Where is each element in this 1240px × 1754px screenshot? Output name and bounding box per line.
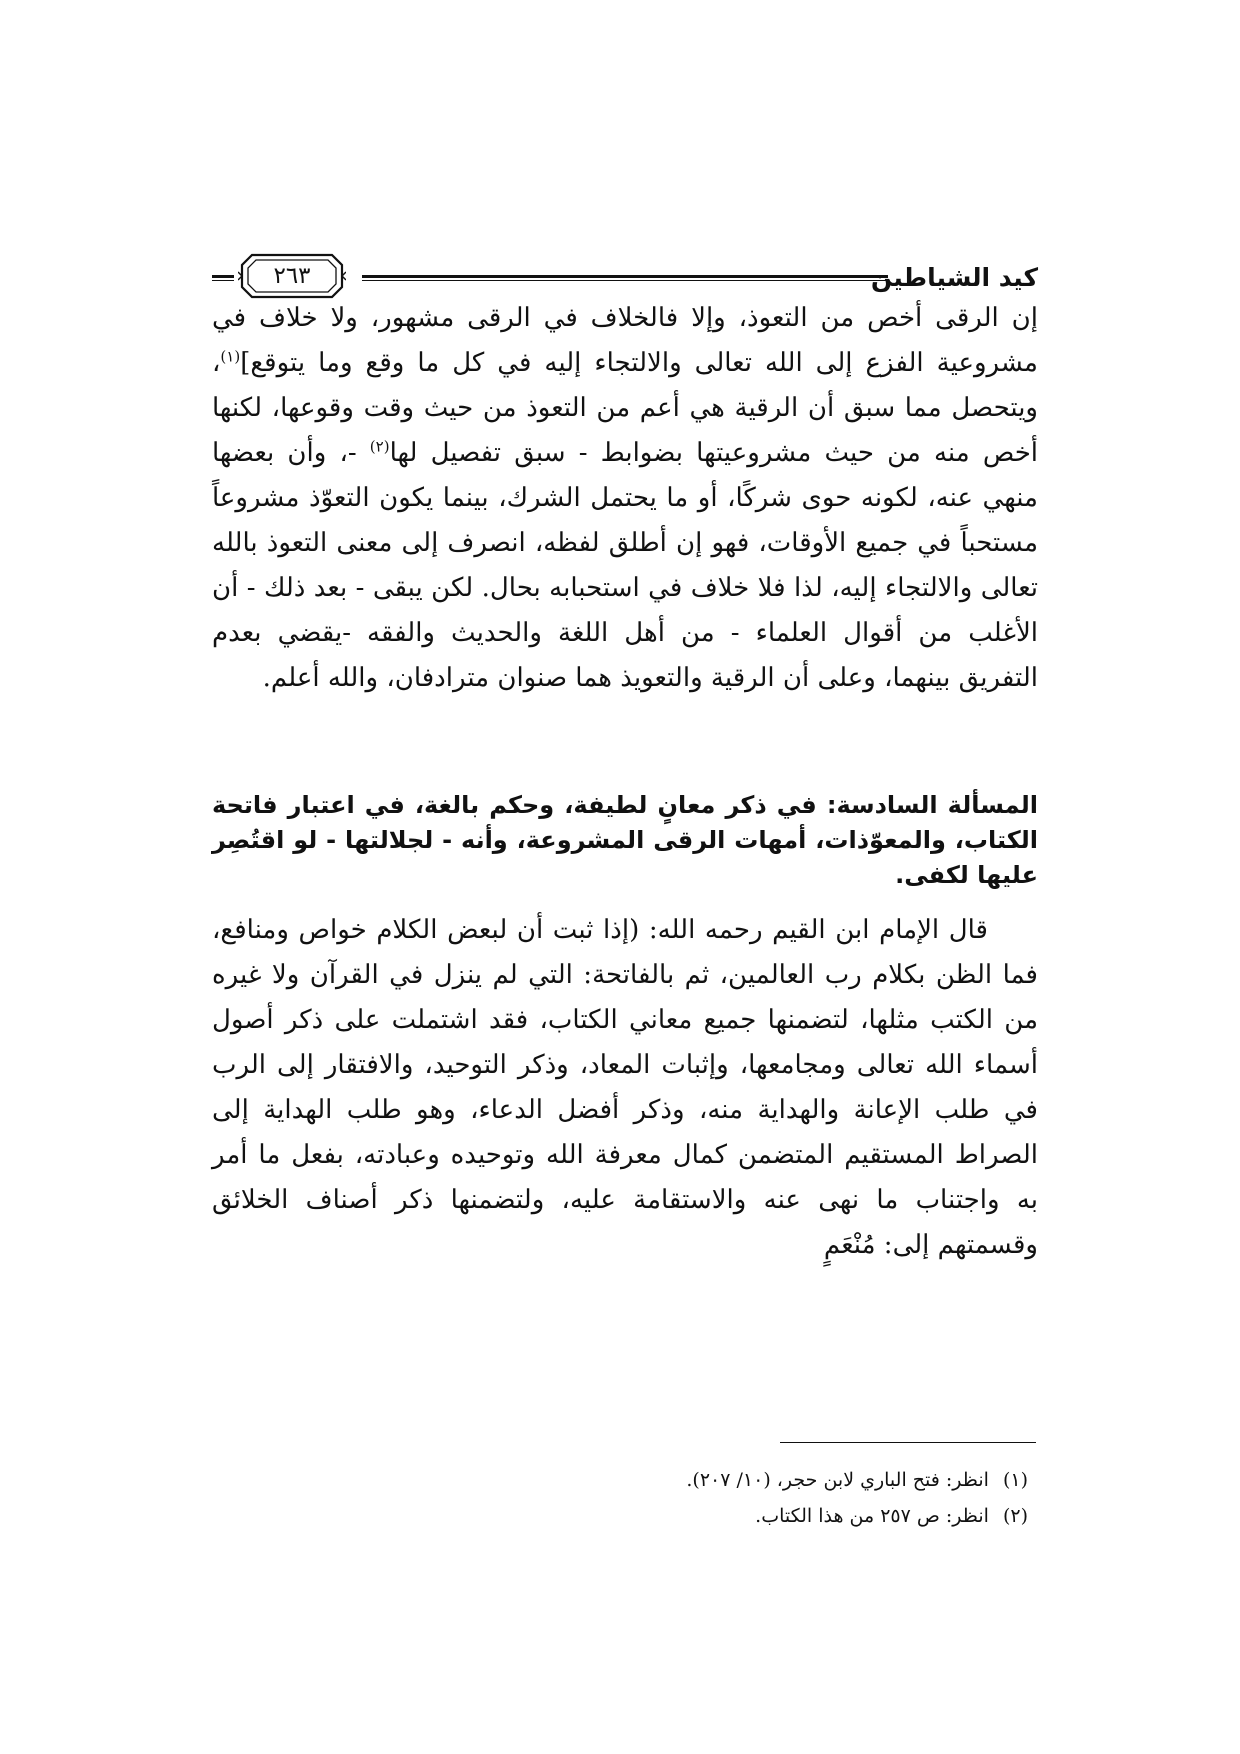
running-title: كيد الشياطين: [870, 263, 1038, 292]
footnote-text: انظر: فتح الباري لابن حجر، (١٠/ ٢٠٧).: [686, 1469, 989, 1491]
header-rule-short: [212, 275, 234, 281]
body-paragraph-2: [212, 908, 1038, 1268]
paragraph: قال الإمام ابن القيم رحمه الله: (إذا ثبت أن لبعض الكلام خواص ومنافع، فما الظن بكلام رب العالمين، ثم بالفاتحة: التي لم ينزل في القرآن ولا غيره من الكتب مثلها، لتضمنها جميع معاني الكتاب، فقد اشتملت على ذكر أصول أسماء الله تعالى ومجامعها، وإثبات المعاد، وذكر التوحيد، والافتقار إلى الرب في طلب الإعانة والهداية منه، وذكر أفضل الدعاء، وهو طلب الهداية إلى الصراط المستقيم المتضمن كمال معرفة الله وتوحيده وعبادته، بفعل ما أمر به واجتناب ما نهى عنه والاستقامة عليه، ولتضمنها ذكر أصناف الخلائق وقسمتهم إلى: مُنْعَمٍ: [212, 915, 1038, 1260]
footnote-number: (٢): [1002, 1505, 1028, 1527]
page-number-frame: [238, 252, 346, 300]
paragraph-text: إن الرقى أخص من التعوذ، وإلا فالخلاف في الرقى مشهور، ولا خلاف في مشروعية الفزع إلى الله تعالى والالتجاء إليه في كل ما وقع وما يتوقع]: [212, 303, 1038, 378]
issue-heading-block: [212, 788, 1038, 893]
paragraph: [212, 296, 1038, 701]
footnote-1: [212, 1462, 1036, 1498]
footnote-ref-2[interactable]: (٢): [369, 437, 390, 456]
footnote-text: انظر: ص ٢٥٧ من هذا الكتاب.: [755, 1505, 989, 1527]
paragraph-text: ، ويتحصل مما سبق أن الرقية هي أعم من التعوذ من حيث وقت وقوعها، لكنها أخص منه من حيث مشروعيتها بضوابط - سبق تفصيل لها: [212, 348, 1039, 468]
body-paragraph-1: [212, 296, 1038, 701]
footnote-number: (١): [1002, 1469, 1028, 1491]
footnotes: [212, 1462, 1036, 1534]
issue-heading: المسألة السادسة: في ذكر معانٍ لطيفة، وحكم بالغة، في اعتبار فاتحة الكتاب، والمعوّذات، أمهات الرقى المشروعة، وأنه - لجلالتها - لو اقتُصِر عليها لكفى.: [212, 791, 1038, 889]
footnote-2: [212, 1498, 1036, 1534]
footnote-separator: [780, 1442, 1036, 1443]
header-rule: [362, 275, 888, 281]
paragraph-text: -، وأن بعضها منهي عنه، لكونه حوى شركًا، أو ما يحتمل الشرك، بينما يكون التعوّذ مشروعاً مستحباً في جميع الأوقات، فهو إن أطلق لفظه، انصرف إلى معنى التعوذ بالله تعالى والالتجاء إليه، لذا فلا خلاف في استحبابه بحال. لكن يبقى - بعد ذلك - أن الأغلب من أقوال العلماء - من أهل اللغة والحديث والفقه -يقضي بعدم التفريق بينهما، وعلى أن الرقية والتعويذ هما صنوان مترادفان، والله أعلم.: [212, 438, 1038, 693]
page-number: ٢٦٣: [273, 263, 311, 289]
footnote-ref-1[interactable]: (١): [220, 347, 241, 366]
